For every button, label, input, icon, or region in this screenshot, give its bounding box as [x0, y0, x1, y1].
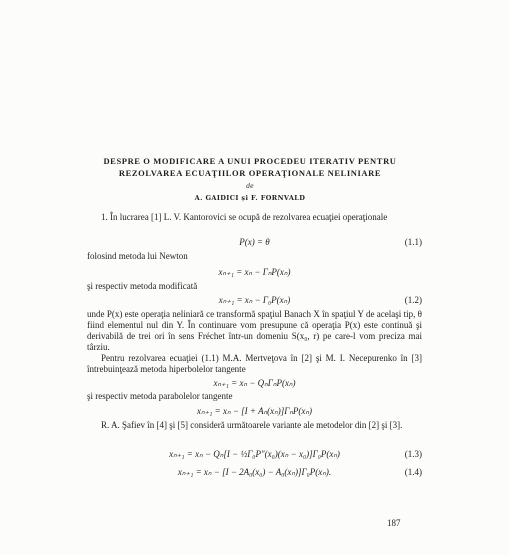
- equation-1-4: [87, 466, 422, 478]
- equation-formula: xₙ₊₁ = xₙ − [I − 2A₀(x₀) − A₀(xₙ)]Γ₀P(xₙ).: [177, 467, 332, 477]
- equation-number: (1.3): [404, 449, 422, 459]
- paragraph-safiev: R. A. Şafiev în [4] şi [5] consideră următoarele variante ale metodelor din [2] şi [3].: [101, 420, 403, 430]
- paragraph-intro: 1. În lucrarea [1] L. V. Kantorovici se ocupă de rezolvarea ecuaţiei operaţionale: [101, 212, 388, 222]
- equation-number: (1.1): [404, 237, 422, 247]
- paper-title-line-2: REZOLVAREA ECUAŢIILOR OPERAŢIONALE NELINIARE: [118, 168, 382, 178]
- equation-number: (1.2): [404, 295, 422, 305]
- equation-formula: xₙ₊₁ = xₙ − ΓₙP(xₙ): [218, 267, 291, 277]
- paragraph-newton: folosind metoda lui Newton: [87, 251, 188, 261]
- equation-formula: xₙ₊₁ = xₙ − QₙΓₙP(xₙ): [213, 378, 296, 388]
- equation-formula: xₙ₊₁ = xₙ − Qₙ[I − ½Γ₀P″(x₀)(xₙ − x₀)]Γ₀P(xₙ): [169, 449, 340, 459]
- equation-formula: xₙ₊₁ = xₙ − Γ₀P(xₙ): [218, 295, 291, 305]
- paragraph-parabolas: şi respectiv metoda parabolelor tangente: [87, 391, 233, 401]
- authors: A. GAIDICI și F. FORNVALD: [194, 194, 306, 202]
- equation-hyperbolas: [87, 377, 422, 389]
- equation-1-2: [87, 294, 422, 306]
- page-number: 187: [387, 518, 401, 528]
- paragraph-definitions: unde P(x) este operaţia neliniară ce transformă spaţiul Banach X în spaţiul Y de acelaşi tip, θ fiind elementul nul din Y. În continuare vom presupune că operaţia P(x) este continuă şi derivabilă de trei ori în sens Fréchet într-un domeniu S(x₀, r) pe care-l vom preciza mai târziu.: [87, 309, 422, 352]
- paragraph-hyperbolas: Pentru rezolvarea ecuaţiei (1.1) M.A. Mertveţova în [2] şi M. I. Necepurenko în [3] întrebuinţează metoda hiperbolelor tangente: [87, 353, 422, 374]
- equation-1-3: [87, 448, 422, 460]
- equation-parabolas: [87, 405, 422, 417]
- equation-1-1: [87, 236, 422, 248]
- equation-formula: P(x) = θ: [239, 237, 270, 247]
- equation-number: (1.4): [404, 467, 422, 477]
- equation-newton: [87, 266, 422, 278]
- paper-title-line-1: DESPRE O MODIFICARE A UNUI PROCEDEU ITERATIV PENTRU: [103, 156, 397, 166]
- byline: de: [246, 183, 254, 190]
- equation-formula: xₙ₊₁ = xₙ − [I + Aₙ(xₙ)]ΓₙP(xₙ): [196, 406, 313, 416]
- paragraph-modified: şi respectiv metoda modificată: [87, 281, 198, 291]
